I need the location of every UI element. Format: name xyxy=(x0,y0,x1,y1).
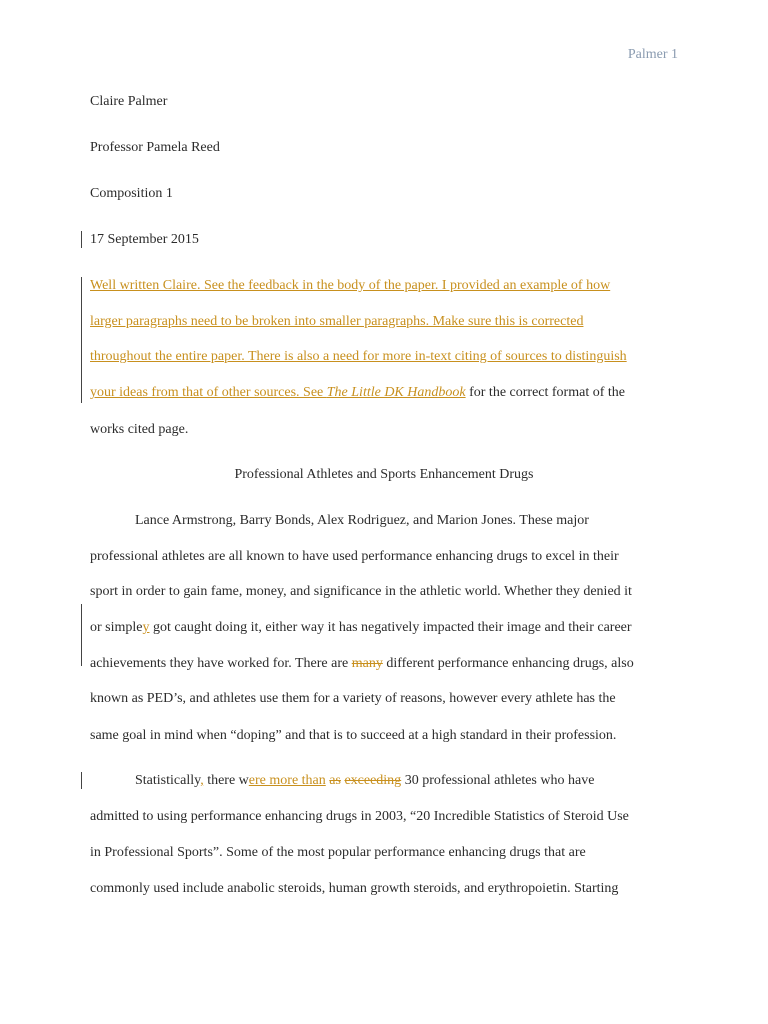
deleted-text: exceeding xyxy=(344,773,402,788)
body-text: got caught doing it, either way it has negatively impacted their image and their career xyxy=(149,620,632,635)
paper-date: 17 September 2015 xyxy=(90,232,199,247)
body-line: sport in order to gain fame, money, and significance in the athletic world. Whether they denied it xyxy=(90,584,632,599)
course-name: Composition 1 xyxy=(90,186,173,201)
author-name: Claire Palmer xyxy=(90,94,168,109)
body-line xyxy=(90,656,634,672)
change-bar xyxy=(81,277,82,403)
body-line xyxy=(90,620,632,636)
feedback-line: larger paragraphs need to be broken into smaller paragraphs. Make sure this is corrected xyxy=(90,314,584,329)
body-line: known as PED’s, and athletes use them for a variety of reasons, however every athlete has the xyxy=(90,691,616,706)
body-text: different performance enhancing drugs, also xyxy=(382,656,634,671)
running-head: Palmer 1 xyxy=(627,47,678,62)
handbook-title: The Little DK Handbook xyxy=(326,385,466,400)
body-text: or simple xyxy=(90,620,143,635)
feedback-text: your ideas from that of other sources. See xyxy=(90,385,327,400)
feedback-line xyxy=(90,385,625,401)
body-line xyxy=(135,773,594,789)
feedback-text: for the correct format of the xyxy=(465,385,625,400)
body-text: 30 professional athletes who have xyxy=(401,773,595,788)
body-line: admitted to using performance enhancing drugs in 2003, “20 Incredible Statistics of Steroid Use xyxy=(90,809,629,824)
inserted-text: y xyxy=(142,620,150,635)
body-line: commonly used include anabolic steroids, human growth steroids, and erythropoietin. Starting xyxy=(90,881,619,896)
deleted-text: many xyxy=(351,656,383,671)
body-text: achievements they have worked for. There are xyxy=(90,656,352,671)
change-bar xyxy=(81,772,82,789)
body-line: same goal in mind when “doping” and that is to succeed at a high standard in their profession. xyxy=(90,728,617,743)
body-line: professional athletes are all known to have used performance enhancing drugs to excel in their xyxy=(90,549,619,564)
essay-title: Professional Athletes and Sports Enhancement Drugs xyxy=(234,467,534,482)
change-bar xyxy=(81,231,82,248)
feedback-line: works cited page. xyxy=(90,422,189,437)
change-bar xyxy=(81,604,82,666)
professor-name: Professor Pamela Reed xyxy=(90,140,220,155)
body-text: Statistically xyxy=(135,773,201,788)
body-line: Lance Armstrong, Barry Bonds, Alex Rodriguez, and Marion Jones. These major xyxy=(135,513,589,528)
body-text: there w xyxy=(203,773,249,788)
body-line: in Professional Sports”. Some of the most popular performance enhancing drugs that are xyxy=(90,845,586,860)
inserted-text: ere more than xyxy=(248,773,326,788)
feedback-line: throughout the entire paper. There is also a need for more in-text citing of sources to distinguish xyxy=(90,349,627,364)
feedback-line: Well written Claire. See the feedback in the body of the paper. I provided an example of how xyxy=(90,278,611,293)
inserted-text: , xyxy=(200,773,204,788)
deleted-text: as xyxy=(329,773,341,788)
